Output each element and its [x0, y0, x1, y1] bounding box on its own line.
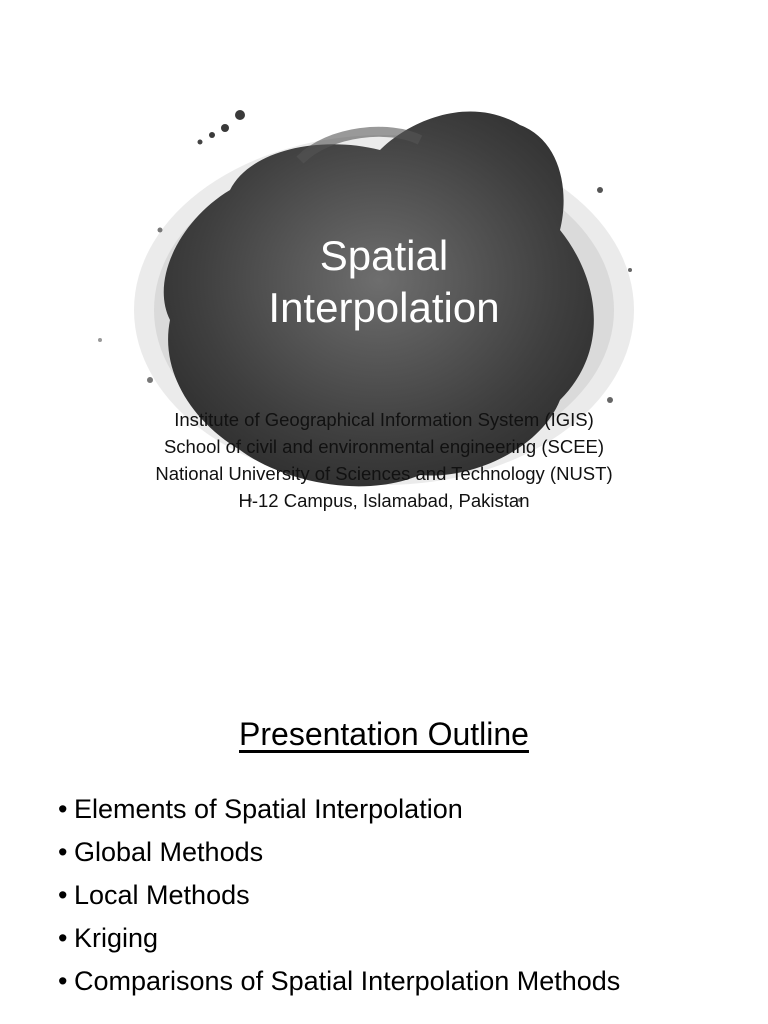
affiliation-line: Institute of Geographical Information System (IGIS) [174, 409, 594, 430]
slide-title [184, 230, 584, 334]
list-item [58, 917, 620, 960]
outline-slide [0, 700, 768, 1024]
list-item-text: Elements of Spatial Interpolation [74, 794, 463, 824]
list-item [58, 874, 620, 917]
title-line-2: Interpolation [268, 284, 500, 331]
list-item-text: Local Methods [74, 880, 250, 910]
affiliation-line: School of civil and environmental engineering (SCEE) [163, 436, 605, 457]
list-item [58, 960, 620, 1003]
list-item-text: Kriging [74, 923, 159, 953]
list-item [58, 831, 620, 874]
list-item [58, 788, 620, 831]
bullet-icon: • [58, 794, 68, 824]
bullet-icon: • [58, 837, 68, 867]
bullet-icon: • [58, 923, 68, 953]
affiliation-line: National University of Sciences and Technology (NUST) [155, 463, 613, 484]
outline-heading: Presentation Outline [239, 716, 529, 752]
bullet-icon: • [58, 966, 68, 996]
title-slide [0, 80, 768, 520]
affiliation-block [84, 406, 684, 514]
affiliation-line: H-12 Campus, Islamabad, Pakistan [238, 490, 530, 511]
list-item-text: Global Methods [74, 837, 264, 867]
title-line-1: Spatial [319, 232, 449, 279]
outline-list [58, 788, 620, 1003]
bullet-icon: • [58, 880, 68, 910]
list-item-text: Comparisons of Spatial Interpolation Methods [74, 966, 621, 996]
